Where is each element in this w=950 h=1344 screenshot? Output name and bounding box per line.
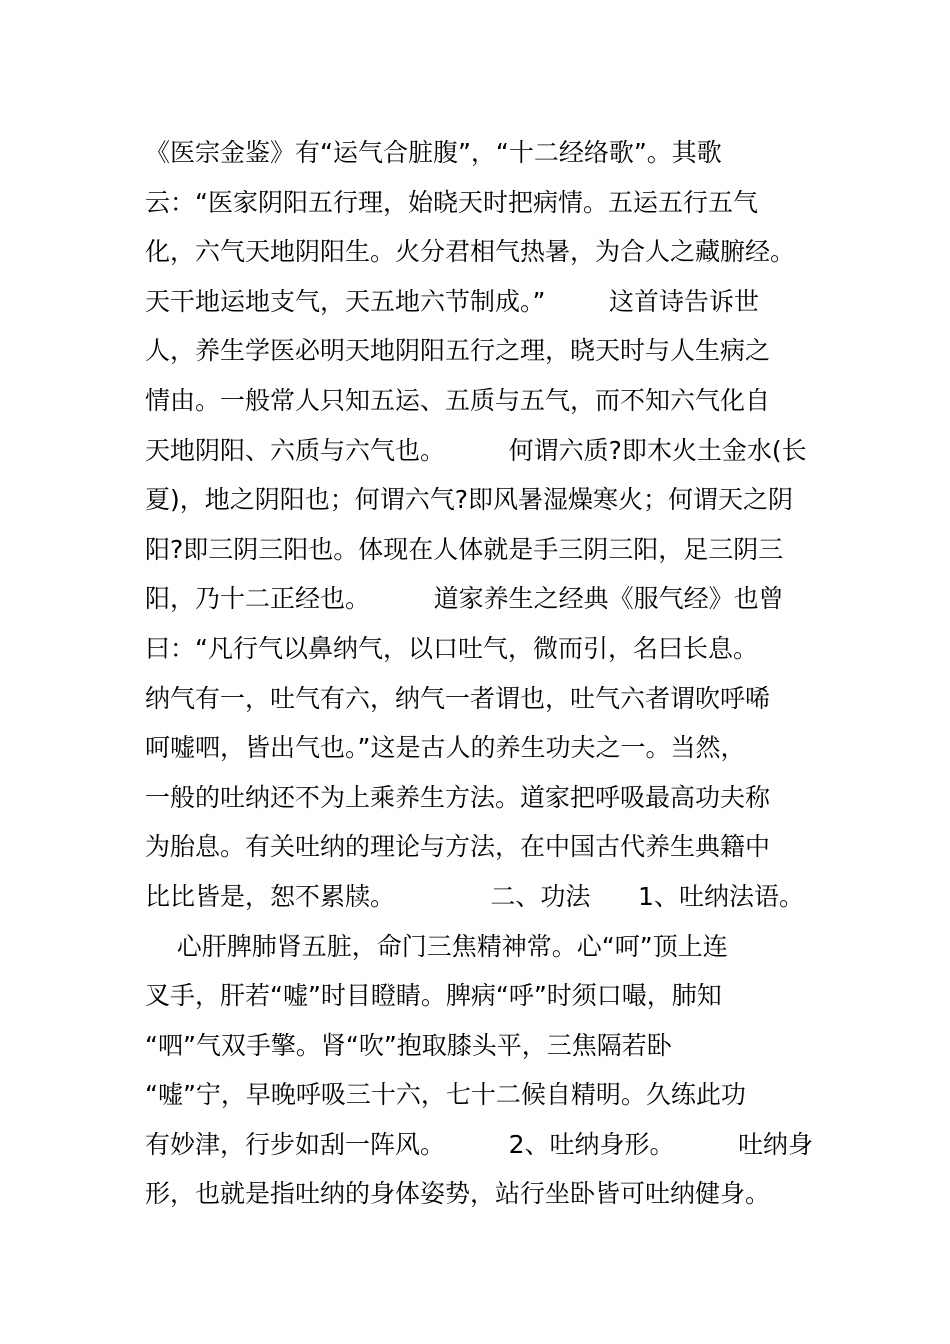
text-line: 云：“医家阴阳五行理，始晓天时把病情。五运五行五气 [145,187,758,217]
text-line: 有妙津，行步如刮一阵风。 2、吐纳身形。 吐纳身 [145,1129,814,1159]
text-line: 曰：“凡行气以鼻纳气，以口吐气，微而引，名曰长息。 [145,633,758,663]
text-line: “呬”气双手擎。肾“吹”抱取膝头平，三焦隔若卧 [145,1030,672,1060]
text-line: 天干地运地支气，天五地六节制成。” 这首诗告诉世 [145,286,760,316]
text-line: 阳?即三阴三阳也。体现在人体就是手三阴三阳，足三阴三 [145,534,784,564]
text-line: 比比皆是，恕不累牍。 二、功法 1、吐纳法语。 [145,881,804,911]
text-line: 心肝脾肺肾五脏，命门三焦精神常。心“呵”顶上连 [145,931,728,961]
text-line: 夏)，地之阴阳也；何谓六气?即风暑湿燥寒火；何谓天之阴 [145,485,794,515]
text-line: 形，也就是指吐纳的身体姿势，站行坐卧皆可吐纳健身。 [145,1179,771,1209]
text-line: 一般的吐纳还不为上乘养生方法。道家把呼吸最高功夫称 [145,782,771,812]
text-line: 化，六气天地阴阳生。火分君相气热暑，为合人之藏腑经。 [145,237,796,267]
body-text [145,128,825,1219]
text-line: 纳气有一，吐气有六，纳气一者谓也，吐气六者谓吹呼唏 [145,683,771,713]
text-line: 情由。一般常人只知五运、五质与五气，而不知六气化自 [145,385,771,415]
text-line: 为胎息。有关吐纳的理论与方法，在中国古代养生典籍中 [145,832,771,862]
text-line: 叉手，肝若“嘘”时目瞪睛。脾病“呼”时须口嘬，肺知 [145,981,722,1011]
text-line: 阳，乃十二正经也。 道家养生之经典《服气经》也曾 [145,584,784,614]
text-line: 天地阴阳、六质与六气也。 何谓六质?即木火土金水(长 [145,435,807,465]
text-line: 呵嘘呬，皆出气也。”这是古人的养生功夫之一。当然， [145,733,746,763]
text-line: 人，养生学医必明天地阴阳五行之理，晓天时与人生病之 [145,336,771,366]
text-line: “嘘”宁，早晚呼吸三十六，七十二候自精明。久练此功 [145,1080,746,1110]
text-line: 《医宗金鉴》有“运气合脏腹”，“十二经络歌”。其歌 [145,138,722,167]
